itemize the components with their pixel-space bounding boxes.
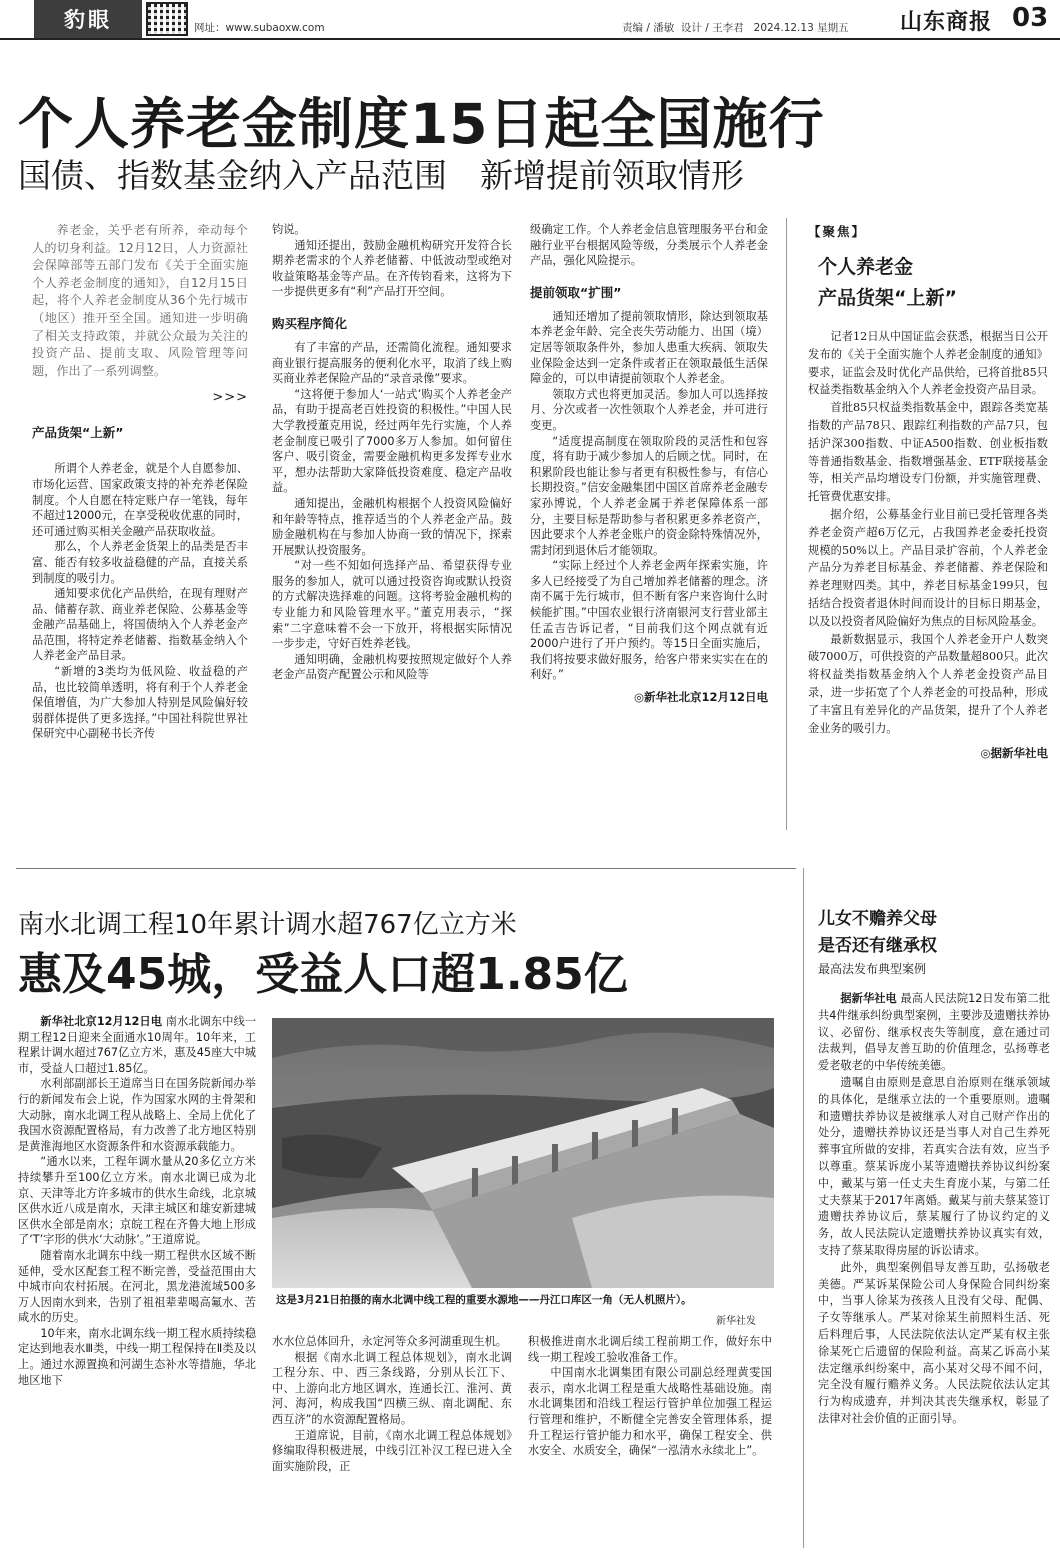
- paragraph: 积极推进南水北调后续工程前期工作，做好东中线一期工程竣工验收准备工作。: [528, 1335, 772, 1364]
- designer: 设计 / 王李君: [680, 22, 744, 34]
- paragraph: 遗嘱自由原则是意思自治原则在继承领域的具体化，是继承立法的一个重要原则。遗嘱和遗赠扶养协议是被继承人对自己财产作出的处分，遗赠扶养协议还是当事人对自己生养死葬事宜所做的安排，若真实合法有效，应当予以尊重。蔡某诉庞小某等遗赠扶养协议纠纷案中，戴某与第一任丈夫生育庞小某，与第二任丈夫蔡某于2017年离婚。戴某与前夫蔡某签订遗赠扶养协议后，蔡某履行了协议约定的义务，故人民法院认定遗赠扶养协议真实有效，支持了蔡某取得房屋的诉讼请求。: [818, 1075, 1050, 1257]
- paragraph: 钧说。: [272, 223, 306, 236]
- story2-headline: 惠及45城，受益人口超1.85亿: [18, 949, 628, 1000]
- paragraph: 中国南水北调集团有限公司副总经理黄雯国表示，南水北调工程是重大战略性基础设施。南水北调集团和沿线工程运行管护单位加强工程运行管理和维护，不断健全完善安全管理体系，提升工程运行管护能力和水平，确保工程安全、供水安全、水质安全，确保“一泓清水永续北上”。: [528, 1366, 772, 1458]
- column-divider: [803, 868, 804, 1548]
- more-arrows: >>>: [212, 390, 248, 406]
- story2-column-2: [272, 1334, 512, 1474]
- page-number: 03: [1012, 3, 1049, 33]
- story1-s1-paragraphs: [32, 461, 248, 742]
- story2-column-3: [528, 1334, 772, 1459]
- story1-column-2: [272, 222, 512, 683]
- paragraph: 10年来，南水北调东线一期工程水质持续稳定达到地表水Ⅲ类，中线一期工程保持在Ⅱ类及以上。通过水源置换和河湖生态补水等措施，华北地区地下: [18, 1326, 257, 1387]
- paragraph: 据介绍，公募基金行业目前已受托管理各类养老金资产超6万亿元，占我国养老金委托投资规模的50%以上。产品目录扩容前，个人养老金产品分为养老目标基金、养老储蓄、养老保险和养老理财四类。其中，养老目标基金199只，包括结合投资者退休时间而设计的目标日期基金，以及以投资者风险偏好为焦点的目标风险基金。: [808, 507, 1048, 628]
- paragraph: 通知还提出，鼓励金融机构研究开发符合长期养老需求的个人养老储蓄、中低波动型或绝对收益策略基金等产品。在齐传钧看来，这将为下一步提供更多有“利”产品打开空间。: [272, 238, 512, 299]
- section-title-product: 产品货架“上新”: [32, 425, 124, 441]
- paragraph: 水水位总体回升，永定河等众多河湖重现生机。: [272, 1335, 507, 1348]
- paragraph: “适度提高制度在领取阶段的灵活性和包容度，将有助于减少参加人的后顾之忧。同时，在积累阶段也能让参与者更有积极性参与，有信心长期投资。”信安金融集团中国区首席养老金融专家孙博说，个人养老金属于养老保障体系一部分，主要目标是帮助参与者积累更多养老资产，因此要求个人养老金账户的资金除特殊情况外，需封闭到退休后才能领取。: [530, 434, 768, 557]
- paragraph: 王道席说，目前，《南水北调工程总体规划》修编取得积极进展，中线引江补汉工程已进入全面实施阶段，正: [272, 1428, 512, 1473]
- story3: [818, 904, 1050, 1428]
- issue-date: 2024.12.13: [753, 22, 814, 34]
- focus-tag: 【聚焦】: [808, 224, 867, 239]
- story3-lead: [818, 991, 1050, 1075]
- story2-column-1: [18, 1014, 256, 1388]
- story1-column-1: [32, 222, 248, 742]
- paragraph: “新增的3类均为低风险、收益稳的产品，也比较简单透明，将有利于个人养老金保值增值，为广大参加人特别是风险偏好较弱群体提供了更多选择。”中国社科院世界社保研究中心副秘书长齐传: [32, 665, 248, 741]
- website-url[interactable]: 网址：www.subaoxw.com: [194, 22, 325, 34]
- photo-credit: 新华社发: [716, 1316, 756, 1327]
- paragraph: 那么，个人养老金货架上的品类是否丰富、能否有较多收益稳健的产品，直接关系到制度的吸引力。: [32, 540, 248, 585]
- paragraph: 首批85只权益类指数基金中，跟踪各类宽基指数的产品78只、跟踪红利指数的产品7只，包括沪深300指数、中证A500指数、创业板指数等普通指数基金、指数增强基金、ETF联接基金等，相关产品均增设专门份额，并实施管理费、托管费优惠安排。: [808, 401, 1048, 504]
- paragraph: 通知明确，金融机构要按照规定做好个人养老金产品资产配置公示和风险等: [272, 652, 512, 682]
- photo-caption: 这是3月21日拍摄的南水北调中线工程的重要水源地——丹江口库区一角（无人机照片）。: [276, 1294, 692, 1306]
- paragraph: 通知要求优化产品供给，在现有理财产品、储蓄存款、商业养老保险、公募基金等金融产品基础上，将国债纳入个人养老金产品范围，将特定养老储蓄、指数基金纳入个人养老金产品目录。: [32, 587, 248, 663]
- paragraph: 最新数据显示，我国个人养老金开户人数突破7000万，可供投资的产品数量超800只。此次将权益类指数基金纳入个人养老金投资产品目录，进一步拓宽了个人养老金的可投品种，形成了丰富且有差异化的产品货架，提升了个人养老金业务的吸引力。: [808, 632, 1049, 735]
- paragraph: 领取方式也将更加灵活。参加人可以选择按月、分次或者一次性领取个人养老金，并可进行变更。: [530, 387, 768, 432]
- paragraph: 级确定工作。个人养老金信息管理服务平台和金融行业平台根据风险等级，分类展示个人养老金产品，强化风险提示。: [530, 223, 768, 268]
- paragraph: 所谓个人养老金，就是个人自愿参加、市场化运营、国家政策支持的补充养老保险制度。个人自愿在特定账户存一笔钱，每年不超过12000元，在享受税收优惠的同时，还可通过购买相关金融产品获取收益。: [32, 462, 248, 538]
- focus-sidebar: [808, 222, 1048, 761]
- paragraph: 水利部副部长王道席当日在国务院新闻办举行的新闻发布会上说，作为国家水网的主骨架和大动脉，南水北调工程从战略上、全局上优化了我国水资源配置格局，有力改善了北方地区特别是黄淮海地区水资源条件和水资源承载能力。: [18, 1077, 256, 1153]
- dateline: 据新华社电: [840, 992, 897, 1005]
- paragraph: “对一些不知如何选择产品、希望获得专业服务的参加人，就可以通过投资咨询或默认投资的方式解决选择难的问题。这将考验金融机构的专业能力和风险管理水平。”董克用表示，“探索”二字意味着不会一下放开，将根据实际情况一步步走，守好百姓养老钱。: [272, 559, 512, 651]
- paper-name: 山东商报: [900, 10, 993, 35]
- column-divider: [786, 218, 787, 830]
- paragraph: “这将便于参加人‘一站式’购买个人养老金产品，有助于提高老百姓投资的积极性。”中国人民大学教授董克用说，经过两年先行实施，个人养老金制度已吸引了7000多万人参加。如何留住客户、吸引资金，需要金融机构更多发挥专业水平，想办法帮助大家降低投资难度、稳定产品收益。: [272, 387, 512, 495]
- paragraph: “通水以来，工程年调水量从20多亿立方米持续攀升至100亿立方米。南水北调已成为北京、天津等北方许多城市的供水生命线，北京城区供水近八成是南水，天津主城区和雄安新建城区供水全部是南水；京皖工程在齐鲁大地上形成了‘T’字形的供水‘大动脉’。”王道席说。: [18, 1155, 256, 1247]
- weekday: 星期五: [817, 22, 849, 34]
- qr-code-icon: [146, 2, 188, 36]
- lead-text: 最高人民法院12日发布第二批共4件继承纠纷典型案例，主要涉及遗赠扶养协议、必留份、继承权丧失等制度，意在通过司法裁判，倡导友善互助的价值理念，弘扬尊老爱老敬老的中华传统美德。: [818, 992, 1050, 1073]
- paragraph: 随着南水北调东中线一期工程供水区域不断延伸，受水区配套工程不断完善，受益范围由大中城市向农村拓展。在河北，黑龙港流域500多万人因南水到来，告别了祖祖辈辈喝高氟水、苦咸水的历史。: [18, 1248, 256, 1325]
- paragraph: 记者12日从中国证监会获悉，根据当日公开发布的《关于全面实施个人养老金制度的通知》要求，证监会及时优化产品供给，已将首批85只权益类指数基金纳入个人养老金投资产品目录。: [808, 330, 1048, 397]
- editor: 责编 / 潘敏: [622, 22, 675, 34]
- story1-subhead: 国债、指数基金纳入产品范围 新增提前领取情形: [18, 156, 744, 195]
- story3-title-2: 是否还有继承权: [818, 936, 937, 956]
- dam-photo-illustration: [272, 1018, 774, 1288]
- header-meta: [622, 20, 849, 35]
- section-title-early-withdrawal: 提前领取“扩围”: [530, 284, 622, 300]
- section-masthead: [34, 0, 142, 38]
- section-title-purchase: 购买程序简化: [272, 315, 348, 331]
- dateline: 新华社北京12月12日电: [40, 1015, 163, 1028]
- paragraph: 有了丰富的产品，还需简化流程。通知要求商业银行提高服务的便利化水平，取消了线上购买商业养老保险产品的“录音录像”要求。: [272, 340, 512, 386]
- story3-title-1: 儿女不赡养父母: [818, 909, 937, 929]
- paragraph: 通知还增加了提前领取情形，除达到领取基本养老金年龄、完全丧失劳动能力、出国（境）定居等领取条件外，参加人患重大疾病、领取失业保险金达到一定条件或者正在领取最低生活保障金的，可以申请提前领取个人养老金。: [530, 309, 768, 386]
- paragraph: 根据《南水北调工程总体规划》，南水北调工程分东、中、西三条线路，分别从长江下、中、上游向北方地区调水，连通长江、淮河、黄河、海河，构成我国“四横三纵、南北调配、东西互济”的水资源配置格局。: [272, 1350, 512, 1426]
- story2-kicker: 南水北调工程10年累计调水超767亿立方米: [18, 910, 517, 940]
- paragraph: 此外，典型案例倡导友善互助，弘扬敬老美德。严某诉某保险公司人身保险合同纠纷案中，当事人徐某为孩孩人且没有父母、配偶、子女等继承人。严某对徐某生前照料生活、死后料理后事，人民法院依法认定严某有权主张徐某死亡后遗留的保险利益。高某乙诉高小某法定继承纠纷案中，高小某对父母不闻不问，完全没有履行赡养义务。人民法院依法认定其行为构成遗弃，并判决其丧失继承权，彰显了法律对社会价值的正面引导。: [818, 1260, 1050, 1425]
- focus-title-2: 产品货架“上新”: [818, 287, 957, 309]
- story1-credit: ◎新华社北京12月12日电: [633, 690, 768, 705]
- story3-subtitle: 最高法发布典型案例: [818, 962, 927, 976]
- lead-text: 南水北调东中线一期工程12日迎来全面通水10周年。10年来，工程累计调水超过767亿立方米，惠及45座大中城市，受益人口超过1.85亿。: [18, 1015, 257, 1075]
- focus-credit: ◎据新华社电: [980, 746, 1048, 761]
- paragraph: “实际上经过个人养老金两年探索实施，许多人已经接受了为自己增加养老储蓄的理念。济南不属于先行城市，但不断有客户来咨询什么时候能扩围。”中国农业银行济南银河支行营业部主任孟吉告诉记者，“目前我们这个网点就有近2000户进行了开户预约。等15日全面实施后，我们将按要求做好服务，给客户带来实实在在的利好。”: [530, 559, 768, 682]
- header-rule: [0, 38, 1060, 40]
- story1-column-3: [530, 222, 768, 705]
- section-divider: [16, 868, 796, 869]
- story1-lead: 养老金，关乎老有所养，牵动每个人的切身利益。12月12日，人力资源社会保障部等五部门发布《关于全面实施个人养老金制度的通知》，自12月15日起，将个人养老金制度从36个先行城市（地区）推开至全国。通知进一步明确了相关支持政策，并就公众最为关注的投资产品、提前支取、风险管理等问题，作出了一系列调整。: [32, 223, 248, 378]
- paragraph: 通知提出，金融机构根据个人投资风险偏好和年龄等特点，推荐适当的个人养老金产品。鼓励金融机构在与参加人协商一致的情况下，探索开展默认投资服务。: [272, 496, 512, 557]
- dam-photo: [272, 1018, 774, 1288]
- section-name: 豹眼: [64, 8, 112, 32]
- story2-lead: [18, 1014, 256, 1076]
- focus-title-1: 个人养老金: [818, 256, 914, 278]
- story1-headline: 个人养老金制度15日起全国施行: [18, 92, 825, 156]
